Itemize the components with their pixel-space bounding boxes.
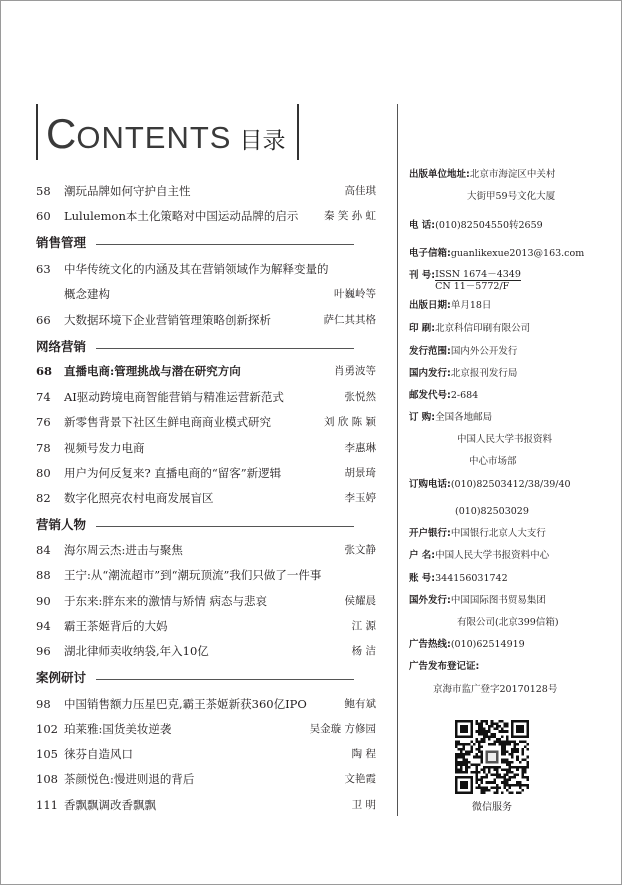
info-label: 发行范围: bbox=[409, 346, 451, 357]
info-label: 户 名: bbox=[409, 550, 436, 561]
section-label: 销售管理 bbox=[36, 235, 87, 250]
header-bar-left bbox=[36, 104, 38, 160]
section-rule bbox=[96, 679, 354, 680]
info-label: 出版单位地址: bbox=[409, 169, 470, 180]
page-number: 88 bbox=[36, 568, 51, 582]
info-row bbox=[409, 389, 614, 403]
article-title: 于东来:胖东来的激情与矫情 病态与悲哀 bbox=[64, 594, 268, 608]
wechat-qr-code bbox=[455, 720, 529, 794]
page-number: 63 bbox=[36, 262, 51, 276]
article-title: 视频号发力电商 bbox=[64, 441, 145, 455]
toc-entry[interactable] bbox=[36, 642, 376, 660]
info-row bbox=[409, 345, 614, 359]
info-value: 344156031742 bbox=[435, 573, 508, 584]
page-number: 66 bbox=[36, 313, 51, 327]
info-row bbox=[409, 269, 614, 292]
article-title: 大数据环境下企业营销管理策略创新探析 bbox=[64, 313, 271, 327]
section-label: 网络营销 bbox=[36, 339, 87, 354]
info-value: 北京科信印刷有限公司 bbox=[435, 323, 531, 334]
toc-entry[interactable] bbox=[36, 770, 376, 788]
toc-entry[interactable] bbox=[36, 260, 376, 278]
section-rule bbox=[96, 526, 354, 527]
article-author: 吴金璇 方修园 bbox=[309, 723, 376, 735]
info-row bbox=[409, 322, 614, 336]
article-title: 海尔周云杰:进击与聚焦 bbox=[64, 543, 183, 557]
article-title: 湖北律师卖收纳袋,年入10亿 bbox=[64, 644, 209, 658]
info-value: 中国银行北京人大支行 bbox=[450, 528, 546, 539]
article-author: 胡景琦 bbox=[344, 467, 376, 479]
toc-entry[interactable] bbox=[36, 617, 376, 635]
info-row bbox=[409, 190, 614, 204]
article-author: 高佳琪 bbox=[344, 185, 376, 197]
page-number: 94 bbox=[36, 619, 51, 633]
info-row bbox=[409, 168, 614, 182]
info-value: (010)82504550转2659 bbox=[435, 220, 543, 231]
article-title: 用户为何反复来? 直播电商的“留客”新逻辑 bbox=[64, 466, 282, 480]
article-title: 数字化照亮农村电商发展盲区 bbox=[64, 491, 214, 505]
info-label: 账 号: bbox=[409, 573, 436, 584]
article-title: 中国销售额力压星巴克,霸王茶姬新获360亿IPO bbox=[64, 697, 307, 711]
info-label: 出版日期: bbox=[409, 300, 451, 311]
section-heading bbox=[36, 337, 354, 357]
info-row bbox=[409, 247, 614, 261]
info-value: 京海市监广登字20170128号 bbox=[433, 684, 558, 695]
toc-entry[interactable] bbox=[36, 592, 376, 610]
article-author: 杨 洁 bbox=[351, 645, 376, 657]
article-title: 霸王茶姬背后的大妈 bbox=[64, 619, 168, 633]
article-author: 秦 笑 孙 虹 bbox=[323, 210, 376, 222]
info-row bbox=[409, 549, 614, 563]
info-value: guanlikexue2013@163.com bbox=[450, 248, 585, 259]
page-number: 90 bbox=[36, 594, 51, 608]
info-label: 开户银行: bbox=[409, 528, 451, 539]
page-number: 82 bbox=[36, 491, 51, 505]
info-row bbox=[409, 638, 614, 652]
section-heading bbox=[36, 515, 354, 535]
page-number: 98 bbox=[36, 697, 51, 711]
info-row bbox=[409, 683, 614, 697]
page-number: 58 bbox=[36, 184, 51, 198]
article-author: 张文静 bbox=[344, 544, 376, 556]
info-row bbox=[409, 367, 614, 381]
info-row bbox=[409, 433, 614, 447]
info-label: 刊 号: bbox=[409, 270, 436, 281]
toc-entry[interactable] bbox=[36, 388, 376, 406]
article-author: 江 源 bbox=[351, 620, 376, 632]
page-number: 96 bbox=[36, 644, 51, 658]
page-number: 108 bbox=[36, 772, 58, 786]
article-title: Lululemon本土化策略对中国运动品牌的启示 bbox=[64, 209, 299, 223]
article-title: 新零售背景下社区生鲜电商商业模式研究 bbox=[64, 415, 271, 429]
info-label: 电子信箱: bbox=[409, 248, 451, 259]
info-value: 2-684 bbox=[450, 390, 479, 401]
toc-entry[interactable] bbox=[36, 720, 376, 738]
toc-entry[interactable] bbox=[36, 541, 376, 559]
article-title: 茶颜悦色:慢进则退的背后 bbox=[64, 772, 195, 786]
info-value: (010)82503412/38/39/40 bbox=[450, 479, 571, 490]
article-author: 肖勇波等 bbox=[334, 365, 376, 377]
info-value: (010)62514919 bbox=[450, 639, 525, 650]
page-number: 76 bbox=[36, 415, 51, 429]
article-author: 卫 明 bbox=[351, 799, 376, 811]
info-value: 国内外公开发行 bbox=[450, 346, 518, 357]
article-title: 潮玩品牌如何守护自主性 bbox=[64, 184, 191, 198]
info-label: 印 刷: bbox=[409, 323, 436, 334]
info-value: 中心市场部 bbox=[469, 456, 517, 467]
info-row bbox=[409, 527, 614, 541]
header-initial: C bbox=[46, 110, 77, 157]
info-value: 全国各地邮局 bbox=[435, 412, 493, 423]
info-value: 中国人民大学书报资料中心 bbox=[435, 550, 550, 561]
toc-entry[interactable] bbox=[36, 796, 376, 814]
info-row bbox=[409, 411, 614, 425]
info-value: 有限公司(北京399信箱) bbox=[457, 617, 559, 628]
header-chinese: 目录 bbox=[239, 127, 286, 153]
section-rule bbox=[96, 348, 354, 349]
info-label: 订 购: bbox=[409, 412, 436, 423]
article-author: 李惠琳 bbox=[344, 442, 376, 454]
article-title: 香飘飘调改香飘飘 bbox=[64, 798, 156, 812]
info-value: 北京报刊发行局 bbox=[450, 368, 518, 379]
header-bar-right bbox=[297, 104, 299, 160]
section-label: 案例研讨 bbox=[36, 670, 87, 685]
info-row bbox=[409, 505, 614, 519]
toc-entry[interactable] bbox=[36, 439, 376, 457]
toc-entry[interactable] bbox=[36, 311, 376, 329]
toc-entry[interactable] bbox=[36, 489, 376, 507]
contents-header bbox=[46, 112, 285, 156]
info-row bbox=[409, 660, 614, 674]
info-value: (010)82503029 bbox=[455, 506, 529, 517]
info-label: 国外发行: bbox=[409, 595, 451, 606]
page-number: 105 bbox=[36, 747, 58, 761]
page-number: 80 bbox=[36, 466, 51, 480]
info-row bbox=[409, 616, 614, 630]
toc-entry[interactable] bbox=[36, 413, 376, 431]
section-label: 营销人物 bbox=[36, 517, 87, 532]
article-author: 鲍有斌 bbox=[344, 698, 376, 710]
toc-entry[interactable] bbox=[36, 464, 376, 482]
toc-entry[interactable] bbox=[36, 182, 376, 200]
article-author: 萨仁其其格 bbox=[323, 314, 376, 326]
toc-entry[interactable] bbox=[36, 207, 376, 225]
article-author: 叶巍岭等 bbox=[334, 288, 376, 300]
info-row bbox=[409, 455, 614, 469]
info-row bbox=[409, 572, 614, 586]
page-number: 74 bbox=[36, 390, 51, 404]
qr-caption: 微信服务 bbox=[472, 802, 512, 813]
info-value: 单月18日 bbox=[450, 300, 492, 311]
section-heading bbox=[36, 668, 354, 688]
section-rule bbox=[96, 244, 354, 245]
article-author: 陶 程 bbox=[351, 748, 376, 760]
article-author: 张悦然 bbox=[344, 391, 376, 403]
page-number: 102 bbox=[36, 722, 58, 736]
info-label: 邮发代号: bbox=[409, 390, 451, 401]
info-row bbox=[409, 478, 614, 492]
article-title: 直播电商:管理挑战与潜在研究方向 bbox=[64, 364, 241, 378]
issn-number: ISSN 1674－4349 bbox=[435, 269, 521, 280]
article-author: 李玉婷 bbox=[344, 492, 376, 504]
info-label: 电 话: bbox=[409, 220, 436, 231]
toc-entry[interactable] bbox=[36, 566, 376, 584]
toc-entry[interactable] bbox=[36, 695, 376, 713]
info-label: 广告热线: bbox=[409, 639, 451, 650]
info-value: 大街甲59号文化大厦 bbox=[467, 191, 556, 202]
article-title: 珀莱雅:国货美妆逆袭 bbox=[64, 722, 172, 736]
article-author: 刘 欣 陈 颖 bbox=[323, 416, 376, 428]
article-title: 徕芬自造风口 bbox=[64, 747, 133, 761]
issn-block bbox=[435, 269, 521, 292]
info-value: 中国人民大学书报资料 bbox=[457, 434, 553, 445]
article-title: 概念建构 bbox=[64, 287, 110, 301]
cn-number: CN 11－5772/F bbox=[435, 281, 510, 292]
info-label: 国内发行: bbox=[409, 368, 451, 379]
page-number: 111 bbox=[36, 798, 58, 812]
info-label: 广告发布登记证: bbox=[409, 661, 480, 672]
info-label: 订购电话: bbox=[409, 479, 451, 490]
page-number: 84 bbox=[36, 543, 51, 557]
page-number: 60 bbox=[36, 209, 51, 223]
header-word: ONTENTS bbox=[76, 120, 232, 155]
column-divider bbox=[397, 104, 398, 816]
info-row bbox=[409, 299, 614, 313]
toc-entry[interactable] bbox=[36, 285, 376, 303]
article-author: 侯耀晨 bbox=[344, 595, 376, 607]
article-title: AI驱动跨境电商智能营销与精准运营新范式 bbox=[64, 390, 284, 404]
toc-entry[interactable] bbox=[36, 745, 376, 763]
info-value: 中国国际图书贸易集团 bbox=[450, 595, 546, 606]
info-value: 北京市海淀区中关村 bbox=[469, 169, 556, 180]
page-number: 68 bbox=[36, 364, 53, 378]
article-author: 文艳霞 bbox=[344, 773, 376, 785]
page-number: 78 bbox=[36, 441, 51, 455]
section-heading bbox=[36, 233, 354, 253]
info-row bbox=[409, 219, 614, 233]
article-title: 王宁:从“潮流超市”到“潮玩顶流”我们只做了一件事 bbox=[64, 568, 322, 582]
toc-entry[interactable] bbox=[36, 362, 376, 380]
info-row bbox=[409, 594, 614, 608]
article-title: 中华传统文化的内涵及其在营销领域作为解释变量的 bbox=[64, 262, 329, 276]
